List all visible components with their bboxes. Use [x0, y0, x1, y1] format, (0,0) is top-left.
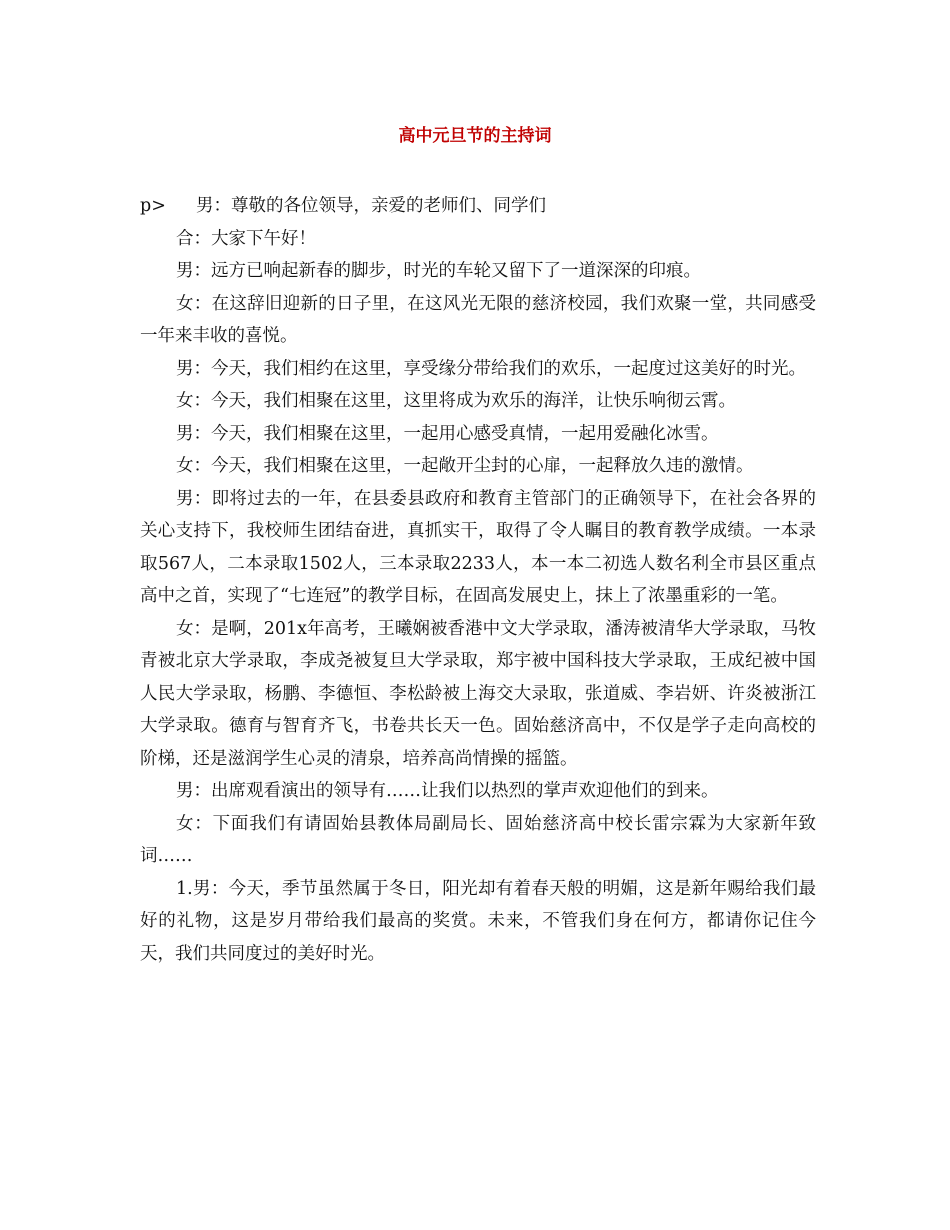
paragraph: 女：下面我们有请固始县教体局副局长、固始慈济高中校长雷宗霖为大家新年致词…… — [140, 813, 816, 866]
paragraph-text: 男：尊敬的各位领导，亲爱的老师们、同学们 — [196, 196, 546, 216]
paragraph — [140, 190, 816, 223]
paragraph: 1.男：今天，季节虽然属于冬日，阳光却有着春天般的明媚，这是新年赐给我们最好的礼物，这是岁月带给我们最高的奖赏。未来，不管我们身在何方，都请你记住今天，我们共同度过的美好时光。 — [140, 878, 816, 964]
paragraph: 男：远方已响起新春的脚步，时光的车轮又留下了一道深深的印痕。 — [176, 261, 701, 281]
document-body — [140, 190, 816, 970]
paragraph: 男：出席观看演出的领导有……让我们以热烈的掌声欢迎他们的到来。 — [176, 781, 719, 801]
paragraph: 合：大家下午好！ — [176, 228, 316, 249]
paragraph: 女：今天，我们相聚在这里，一起敞开尘封的心扉，一起释放久违的激情。 — [176, 456, 754, 476]
paragraph: 男：今天，我们相约在这里，享受缘分带给我们的欢乐，一起度过这美好的时光。 — [176, 358, 806, 379]
document-title: 高中元旦节的主持词 — [398, 126, 552, 146]
paragraph: 女：今天，我们相聚在这里，这里将成为欢乐的海洋，让快乐响彻云霄。 — [176, 391, 736, 411]
paragraph: 女：在这辞旧迎新的日子里，在这风光无限的慈济校园，我们欢聚一堂，共同感受一年来丰收的喜悦。 — [140, 293, 816, 346]
paragraph: 女：是啊，201x年高考，王曦娴被香港中文大学录取，潘涛被清华大学录取，马牧青被北京大学录取，李成尧被复旦大学录取，郑宇被中国科技大学录取，王成纪被中国人民大学录取，杨鹏、李德恒、李松龄被上海交大录取，张道威、李岩妍、许炎被浙江大学录取。德育与智育齐飞，书卷共长天一色。固始慈济高中，不仅是学子走向高校的阶梯，还是滋润学生心灵的清泉，培养高尚情操的摇篮。 — [140, 618, 816, 769]
paragraph: 男：今天，我们相聚在这里，一起用心感受真情，一起用爱融化冰雪。 — [176, 423, 719, 444]
paragraph: 男：即将过去的一年，在县委县政府和教育主管部门的正确领导下，在社会各界的关心支持下，我校师生团结奋进，真抓实干，取得了令人瞩目的教育教学成绩。一本录取567人，二本录取1502人，三本录取2233人，本一本二初选人数名利全市县区重点高中之首，实现了“七连冠”的教学目标，在固高发展史上，抹上了浓墨重彩的一笔。 — [140, 488, 816, 606]
paragraph-marker: p> — [140, 196, 166, 216]
